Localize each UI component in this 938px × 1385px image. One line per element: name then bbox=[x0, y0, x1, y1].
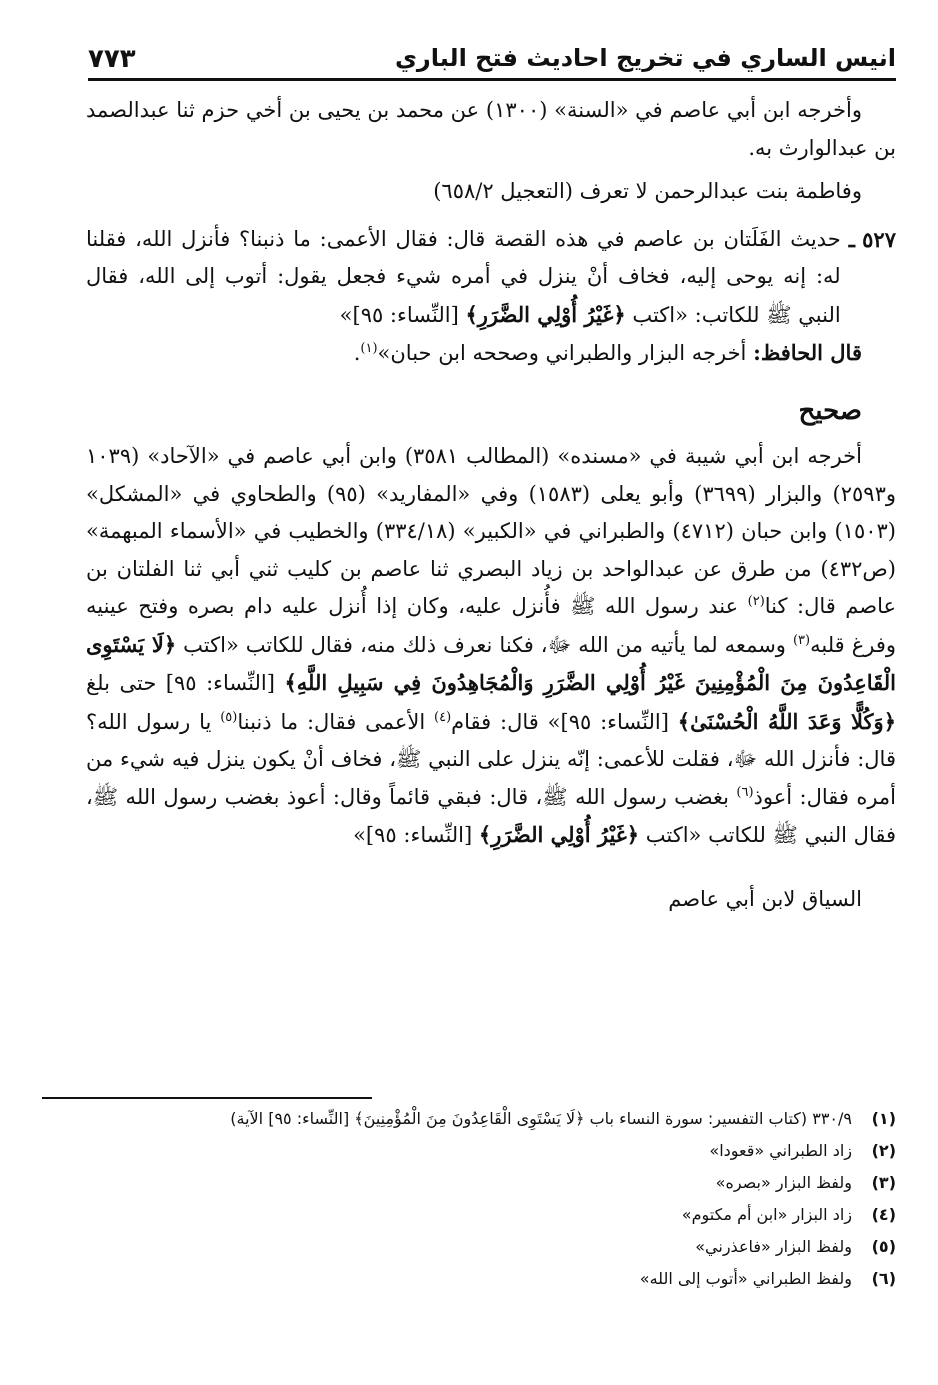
takhrij-t4: [النِّساء: ٩٥] حتى بلغ bbox=[86, 671, 285, 695]
takhrij-t2: عند رسول الله ﷺ فأُنزل عليه، وكان إذا أُنزل عليه دام بصره وفتح عينيه وفرغ قلبه bbox=[86, 594, 897, 657]
hafiz-end: . bbox=[353, 341, 361, 365]
hafiz-text: أخرجه البزار والطبراني وصححه ابن حبان» bbox=[377, 341, 747, 365]
footnote-separator bbox=[42, 1097, 372, 1099]
footnote bbox=[86, 1135, 896, 1167]
hadith-entry bbox=[86, 221, 896, 335]
footnote-text: زاد البزار «ابن أم مكتوم» bbox=[681, 1205, 852, 1224]
book-title: انيس الساري في تخريج احاديث فتح الباري bbox=[394, 44, 896, 72]
page-number: ٧٧٣ bbox=[88, 44, 136, 74]
takhrij-t6: الأعمى فقال: ما ذنبنا bbox=[237, 709, 434, 734]
quran-verse-1: ﴿لَا يَسْتَوِى الْقَاعِدُونَ مِنَ الْمُؤْمِنِينَ غَيْرُ أُوْلِي الضَّرَرِ وَالْمُجَاهِدُونَ فِي سَبِيلِ اللَّهِ﴾ bbox=[86, 631, 896, 695]
takhrij-t7: يا رسول الله؟ قال: فأنزل الله ﷻ، فقلت للأعمى: إنّه ينزل على النبي ﷺ، فخاف أنْ يكون ينزل فيه شيء من أمره فقال: أعوذ bbox=[86, 709, 897, 809]
hafiz-label: قال الحافظ: bbox=[753, 340, 862, 365]
takhrij-t8: بغضب رسول الله ﷺ، قال: فبقي قائماً وقال: أعوذ بغضب رسول الله ﷺ، فقال النبي ﷺ للكاتب «اكتب bbox=[86, 784, 896, 847]
footnote-ref-6: (٦) bbox=[736, 784, 754, 800]
footnote-number: (٢) bbox=[871, 1141, 896, 1160]
hadith-number: ٥٢٧ ـ bbox=[848, 226, 896, 252]
footnote bbox=[86, 1231, 896, 1263]
hafiz-statement bbox=[86, 334, 896, 373]
footnote-ref-3: (٣) bbox=[792, 632, 811, 648]
main-text bbox=[86, 92, 896, 924]
hadith-text bbox=[86, 221, 841, 335]
siyaq-note: السياق لابن أبي عاصم bbox=[668, 886, 862, 911]
footnote-text: ولفظ البزار «بصره» bbox=[715, 1173, 852, 1192]
footnote-number: (١) bbox=[871, 1109, 896, 1128]
grading-heading: صحيح bbox=[798, 395, 862, 426]
footnotes bbox=[86, 1103, 896, 1295]
footnote bbox=[86, 1199, 896, 1231]
footnote-text: ٣٣٠/٩ (كتاب التفسير: سورة النساء باب ﴿لَا يَسْتَوِى الْقَاعِدُونَ مِنَ الْمُؤْمِنِينَ﴾ [النِّساء: ٩٥] الآية) bbox=[230, 1109, 852, 1128]
quran-verse-2: ﴿وَكُلًّا وَعَدَ اللَّهُ الْحُسْنَىٰ﴾ bbox=[677, 708, 897, 734]
hadith-text-a: حديث الفَلَتان بن عاصم في هذه القصة قال: فقال الأعمى: ما ذنبنا؟ فأنزل الله، فقلنا له: إنه يوحى إليه، فخاف أنْ ينزل في أمره شيء فجعل يقول: أتوب إلى الله، فقال النبي ﷺ للكاتب: «اكتب bbox=[86, 226, 841, 327]
footnote-text: زاد الطبراني «قعودا» bbox=[709, 1141, 852, 1160]
footnote-ref-4: (٤) bbox=[434, 709, 452, 725]
footnote-number: (٦) bbox=[871, 1269, 896, 1288]
running-header bbox=[88, 22, 896, 81]
takhrij-t3: وسمعه لما يأتيه من الله ﷻ، فكنا نعرف ذلك منه، فقال للكاتب «اكتب bbox=[176, 632, 793, 657]
footnote-number: (٥) bbox=[871, 1237, 896, 1256]
footnote bbox=[86, 1263, 896, 1295]
footnote-ref-2: (٢) bbox=[747, 594, 765, 609]
footnote bbox=[86, 1167, 896, 1199]
quran-verse: ﴿غَيْرُ أُوْلِي الضَّرَرِ﴾ bbox=[465, 301, 626, 327]
footnote-ref-1: (١) bbox=[360, 341, 378, 356]
footnote-number: (٣) bbox=[871, 1173, 896, 1192]
intro-paragraph-1: وأخرجه ابن أبي عاصم في «السنة» (١٣٠٠) عن محمد بن يحيى بن أخي حزم ثنا عبدالصمد بن عبدالوارث به. bbox=[86, 98, 896, 160]
takhrij-t9: [النِّساء: ٩٥]» bbox=[353, 823, 479, 847]
takhrij-t5: [النِّساء: ٩٥]» قال: فقام bbox=[451, 709, 678, 734]
hadith-text-b: [النِّساء: ٩٥]» bbox=[339, 302, 459, 327]
takhrij-t1: أخرجه ابن أبي شيبة في «مسنده» (المطالب ٣٥٨١) وابن أبي عاصم في «الآحاد» (١٠٣٩ و٢٥٩٣) والبزار (٣٦٩٩) وأبو يعلى (١٥٨٣) وفي «المفاريد» (٩٥) والطحاوي في «المشكل» (١٥٠٣) وابن حبان (٤٧١٢) والطبراني في «الكبير» (٣٣٤/١٨) والخطيب في «الأسماء المبهمة» (ص٤٣٢) من طرق عن عبدالواحد بن زياد البصري ثنا عاصم بن كليب ثني أبي ثنا الفلتان بن عاصم قال: كنا bbox=[86, 444, 897, 618]
quran-verse-3: ﴿غَيْرُ أُوْلِي الضَّرَرِ﴾ bbox=[478, 822, 640, 847]
footnote-text: ولفظ الطبراني «أتوب إلى الله» bbox=[639, 1269, 852, 1288]
footnote bbox=[86, 1103, 896, 1135]
takhrij-paragraph bbox=[86, 438, 896, 855]
footnote-ref-5: (٥) bbox=[220, 709, 238, 725]
footnote-text: ولفظ البزار «فاعذرني» bbox=[695, 1237, 852, 1256]
intro-paragraph-2: وفاطمة بنت عبدالرحمن لا تعرف (التعجيل ٦٥٨/٢) bbox=[433, 179, 862, 203]
footnote-number: (٤) bbox=[871, 1205, 896, 1224]
